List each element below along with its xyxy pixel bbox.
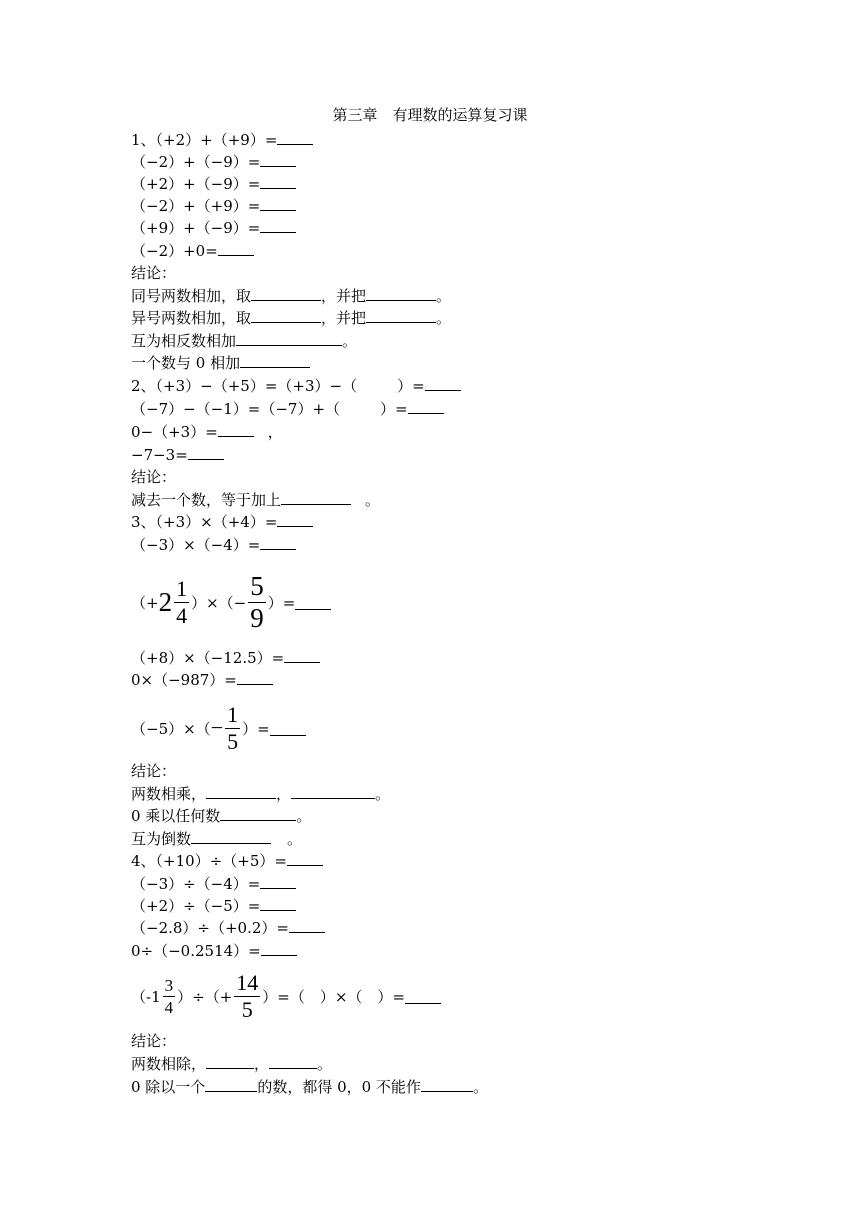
answer-blank[interactable]: [366, 307, 436, 323]
answer-blank[interactable]: [295, 594, 331, 610]
s3-conclusion-label: 结论：: [131, 762, 177, 780]
s2-line-1: 2、（+3）−（+5）=（+3）−（ ）=: [131, 375, 461, 397]
s2-line-4: −7−3=: [131, 444, 224, 466]
answer-blank[interactable]: [291, 783, 375, 799]
s2-conclusion-label: 结论：: [131, 468, 177, 486]
s3-line-1: 3、（+3）×（+4）=: [131, 511, 313, 533]
s4-line-3: （+2）÷（−5）=: [131, 895, 296, 917]
s4-rule-2: 0 除以一个 的数，都得 0，0 不能作 。: [131, 1078, 488, 1096]
fraction-one-fifth: $\frac{1}{5}$: [227, 701, 239, 754]
s1-line-5: （+9）+（−9）=: [131, 217, 296, 239]
s1-line-4: （−2）+（+9）=: [131, 195, 296, 217]
s3-line-4: （+8）×（−12.5）=: [131, 647, 320, 669]
answer-blank[interactable]: [277, 511, 313, 527]
answer-blank[interactable]: [260, 895, 296, 911]
fraction-three-quarters: $\frac{3}{4}$: [164, 975, 174, 1017]
answer-blank[interactable]: [240, 352, 310, 368]
s3-fraction-line-2: （−5）×（ − $\frac{1}{5}$ ）=: [131, 697, 306, 759]
s3-line-2: （−3）×（−4）=: [131, 534, 296, 556]
answer-blank[interactable]: [421, 1076, 473, 1092]
fraction-five-ninths: $\frac{5}{9}$: [250, 570, 264, 633]
s3-rule-1: 两数相乘， ， 。: [131, 785, 391, 803]
answer-blank[interactable]: [206, 1053, 254, 1069]
s3-fraction-line: （+ 2 $\frac{1}{4}$ ）×（− $\frac{5}{9}$ ）=: [131, 566, 331, 638]
answer-blank[interactable]: [191, 828, 271, 844]
fraction-fourteen-fifths: $\frac{14}{5}$: [236, 969, 259, 1022]
s1-line-2: （−2）+（−9）=: [131, 151, 296, 173]
s4-fraction-line: （-1 $\frac{3}{4}$ ）÷（+ $\frac{14}{5}$ ）=（ ）×（ ）=: [131, 968, 441, 1024]
answer-blank[interactable]: [260, 195, 296, 211]
answer-blank[interactable]: [281, 489, 351, 505]
answer-blank[interactable]: [237, 669, 273, 685]
s4-line-4: （−2.8）÷（+0.2）=: [131, 917, 325, 939]
answer-blank[interactable]: [289, 917, 325, 933]
s4-conclusion-label: 结论：: [131, 1032, 177, 1050]
s2-line-2: （−7）−（−1）=（−7）+（ ）=: [131, 398, 444, 420]
s1-rule-3: 互为相反数相加 。: [131, 332, 358, 350]
negative-sign: −: [210, 715, 224, 740]
s3-line-5: 0×（−987）=: [131, 669, 273, 691]
answer-blank[interactable]: [366, 285, 436, 301]
s1-rule-1: 同号两数相加，取 ，并把 。: [131, 287, 452, 305]
answer-blank[interactable]: [188, 444, 224, 460]
answer-blank[interactable]: [205, 1076, 257, 1092]
s1-line-1: 1、（+2）+（+9）=: [131, 129, 313, 151]
answer-blank[interactable]: [405, 988, 441, 1004]
answer-blank[interactable]: [260, 217, 296, 233]
answer-blank[interactable]: [260, 873, 296, 889]
s4-rule-1: 两数相除， ， 。: [131, 1055, 333, 1073]
s3-rule-2: 0 乘以任何数 。: [131, 807, 312, 825]
answer-blank[interactable]: [284, 647, 320, 663]
answer-blank[interactable]: [251, 307, 321, 323]
answer-blank[interactable]: [260, 151, 296, 167]
answer-blank[interactable]: [277, 129, 313, 145]
s1-rule-4: 一个数与 0 相加: [131, 352, 310, 374]
mixed-whole: 2: [158, 586, 173, 617]
s1-conclusion-label: 结论：: [131, 264, 177, 282]
answer-blank[interactable]: [206, 783, 276, 799]
answer-blank[interactable]: [236, 330, 342, 346]
s4-line-2: （−3）÷（−4）=: [131, 873, 296, 895]
s3-rule-3: 互为倒数 。: [131, 830, 303, 848]
answer-blank[interactable]: [425, 375, 461, 391]
s1-line-6: （−2）+0=: [131, 240, 254, 262]
s2-rule: 减去一个数，等于加上 。: [131, 491, 381, 509]
answer-blank[interactable]: [218, 240, 254, 256]
answer-blank[interactable]: [251, 285, 321, 301]
answer-blank[interactable]: [287, 850, 323, 866]
answer-blank[interactable]: [218, 421, 254, 437]
answer-blank[interactable]: [260, 173, 296, 189]
answer-blank[interactable]: [270, 720, 306, 736]
page-title: 第三章 有理数的运算复习课: [332, 106, 528, 124]
answer-blank[interactable]: [408, 398, 444, 414]
s1-rule-2: 异号两数相加，取 ，并把 。: [131, 309, 452, 327]
s2-line-3: 0−（+3）= ，: [131, 423, 283, 441]
s1-line-3: （+2）+（−9）=: [131, 173, 296, 195]
s4-line-1: 4、（+10）÷（+5）=: [131, 850, 323, 872]
fraction-one-quarter: $\frac{1}{4}$: [176, 575, 188, 628]
answer-blank[interactable]: [220, 805, 296, 821]
s4-line-5: 0÷（−0.2514）=: [131, 940, 297, 962]
answer-blank[interactable]: [269, 1053, 317, 1069]
answer-blank[interactable]: [260, 534, 296, 550]
answer-blank[interactable]: [261, 940, 297, 956]
